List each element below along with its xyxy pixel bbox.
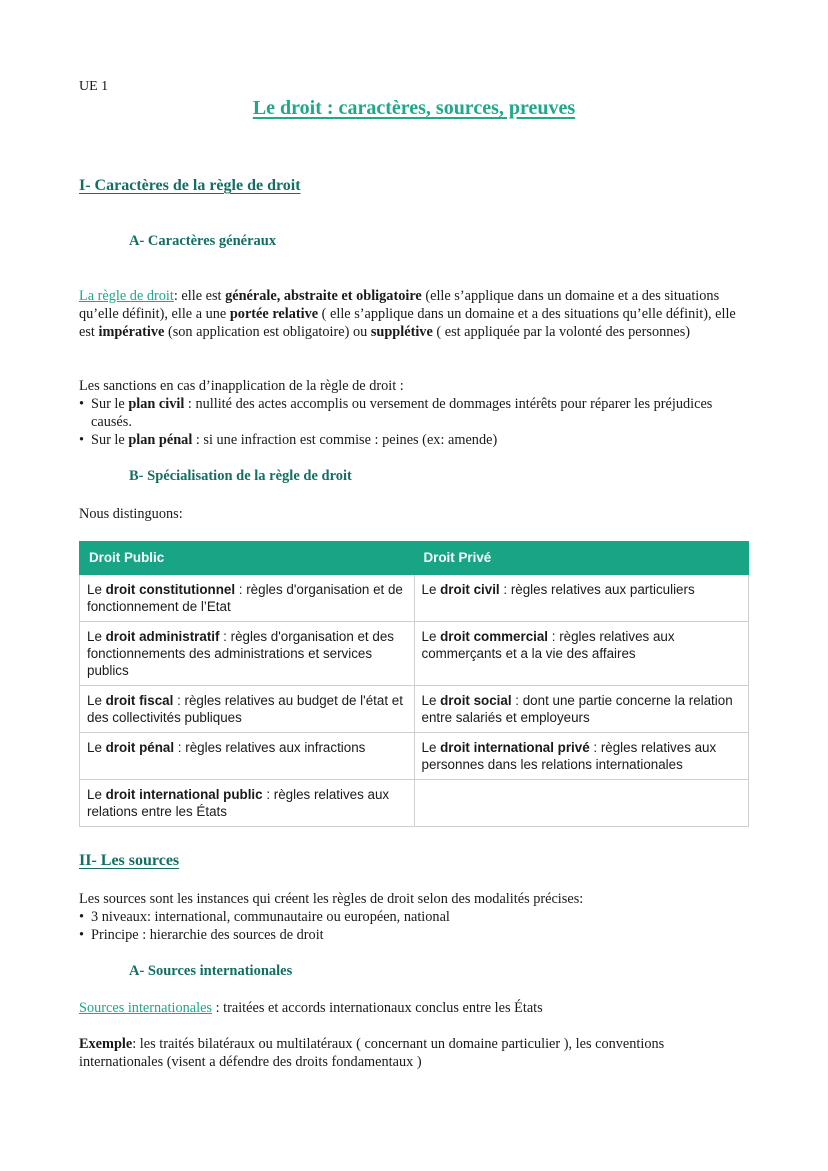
section-1a-heading: A- Caractères généraux xyxy=(129,233,277,249)
table-cell: Le droit international public : règles relatives aux relations entre les États xyxy=(80,780,415,827)
section-2a-heading: A- Sources internationales xyxy=(129,963,293,979)
table-cell: Le droit constitutionnel : règles d'organisation et de fonctionnement de l’Etat xyxy=(80,575,415,622)
section-1-heading: I- Caractères de la règle de droit xyxy=(79,177,301,194)
sanctions-block xyxy=(79,377,749,449)
sources-intro: Les sources sont les instances qui créent les règles de droit selon des modalités précises: xyxy=(79,891,584,907)
header-droit-public: Droit Public xyxy=(80,542,415,575)
document-title: Le droit : caractères, sources, preuves xyxy=(252,97,576,119)
section-1b-heading: B- Spécialisation de la règle de droit xyxy=(129,468,352,484)
example-label: Exemple xyxy=(79,1036,133,1052)
ue-label: UE 1 xyxy=(79,79,109,94)
sanction-civil: • Sur le plan civil : nullité des actes accomplis ou versement de dommages intérêts pour réparer les préjudices causés. xyxy=(79,395,749,431)
table-intro: Nous distinguons: xyxy=(79,506,183,522)
sanctions-intro: Les sanctions en cas d’inapplication de la règle de droit : xyxy=(79,378,404,394)
sources-list xyxy=(79,908,749,944)
table-cell: Le droit fiscal : règles relatives au budget de l'état et des collectivités publiques xyxy=(80,686,415,733)
droit-public-prive-table xyxy=(79,541,749,827)
table-cell: Le droit civil : règles relatives aux particuliers xyxy=(414,575,749,622)
list-item: • 3 niveaux: international, communautaire ou européen, national xyxy=(79,908,749,926)
table-row xyxy=(80,575,749,622)
sources-internationales-link[interactable]: Sources internationales xyxy=(79,1000,213,1016)
sources-internationales-def: Sources internationales : traitées et accords internationaux conclus entre les États xyxy=(79,1000,543,1016)
table-row xyxy=(80,622,749,686)
list-item: • Principe : hierarchie des sources de droit xyxy=(79,926,749,944)
table-row xyxy=(80,733,749,780)
sanction-penal: • Sur le plan pénal : si une infraction est commise : peines (ex: amende) xyxy=(79,431,749,449)
sanctions-list xyxy=(79,395,749,449)
table-row xyxy=(80,780,749,827)
table-cell-empty xyxy=(414,780,749,827)
header-droit-prive: Droit Privé xyxy=(414,542,749,575)
regle-de-droit-paragraph: La règle de droit: elle est générale, abstraite et obligatoire (elle s’applique dans un domaine et a des situations qu’elle définit), elle a une portée relative ( elle s’applique dans un domaine et a des situations qu’elle définit), elle est impérative (son application est obligatoire) ou supplétive ( est appliquée par la volonté des personnes) xyxy=(79,288,736,340)
table-cell: Le droit international privé : règles relatives aux personnes dans les relations internationales xyxy=(414,733,749,780)
table-cell: Le droit pénal : règles relatives aux infractions xyxy=(80,733,415,780)
table-cell: Le droit commercial : règles relatives aux commerçants et a la vie des affaires xyxy=(414,622,749,686)
regle-de-droit-link[interactable]: La règle de droit xyxy=(79,288,174,304)
table-cell: Le droit social : dont une partie concerne la relation entre salariés et employeurs xyxy=(414,686,749,733)
table-cell: Le droit administratif : règles d'organisation et des fonctionnements des administrations et services publics xyxy=(80,622,415,686)
example-paragraph: Exemple: les traités bilatéraux ou multilatéraux ( concernant un domaine particulier ), les conventions internationales (visent a défendre des droits fondamentaux ) xyxy=(79,1036,665,1070)
table-row xyxy=(80,686,749,733)
section-2-heading: II- Les sources xyxy=(79,852,180,869)
sources-block xyxy=(79,890,749,944)
table-header-row xyxy=(80,542,749,575)
